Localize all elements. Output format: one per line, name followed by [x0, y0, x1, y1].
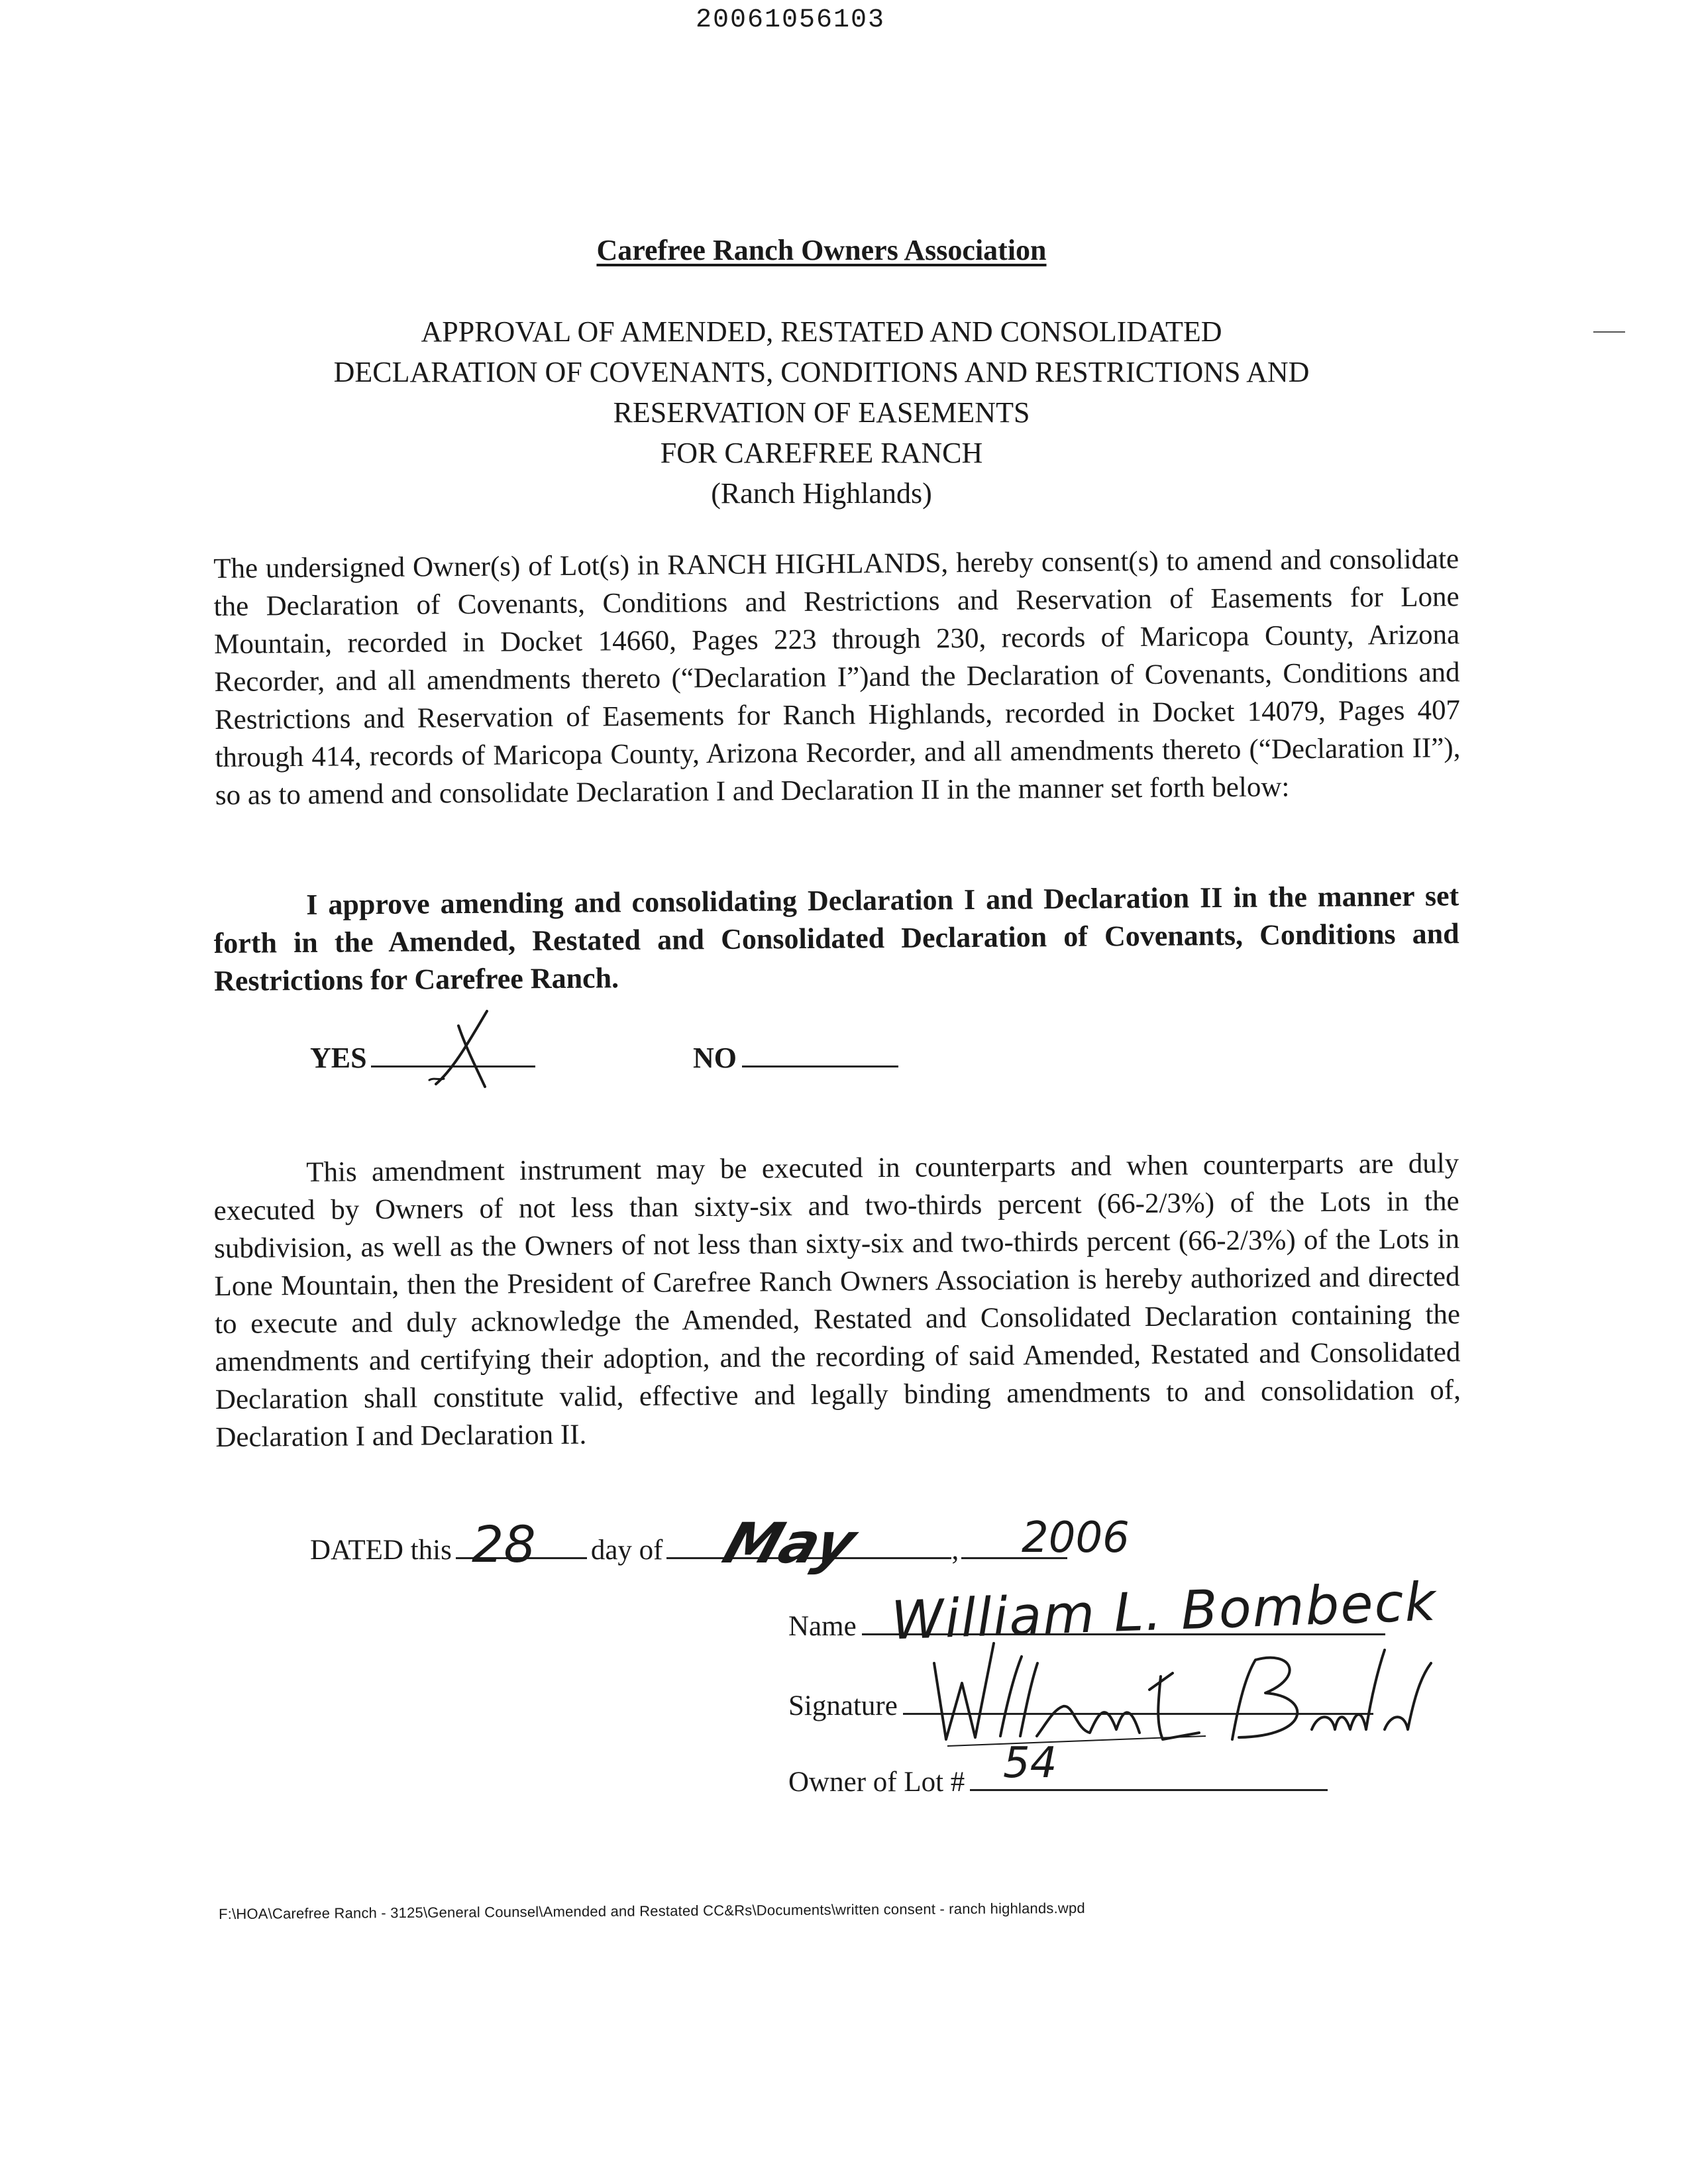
dated-label: DATED this	[310, 1535, 452, 1566]
title-line: FOR CAREFREE RANCH	[660, 437, 983, 469]
approval-statement	[213, 877, 1459, 1000]
no-label: NO	[693, 1042, 737, 1074]
execution-paragraph	[213, 1144, 1461, 1456]
title-line: RESERVATION OF EASEMENTS	[613, 396, 1030, 429]
name-label: Name	[788, 1611, 857, 1642]
lot-label: Owner of Lot #	[788, 1767, 965, 1798]
yes-label: YES	[310, 1042, 367, 1074]
consent-paragraph: The undersigned Owner(s) of Lot(s) in RANCH HIGHLANDS, hereby consent(s) to amend and consolidate the Declaration of Covenants, Conditions and Restrictions and Reservation of Easements for Lone Mountain, recorded in Docket 14660, Pages 223 through 230, records of Maricopa County, Arizona Recorder, and all amendments thereto (“Declaration I”)and the Declaration of Covenants, Conditions and Restrictions and Reservation of Easements for Ranch Highlands, recorded in Docket 14079, Pages 407 through 414, records of Maricopa County, Arizona Recorder, and all amendments thereto (“Declaration II”), so as to amend and consolidate Declaration I and Declaration II in the manner set forth below:	[213, 543, 1461, 811]
handwritten-month: May	[716, 1511, 865, 1576]
title-subtitle: (Ranch Highlands)	[711, 477, 932, 510]
organization-title: Carefree Ranch Owners Association	[596, 234, 1047, 266]
execution-text: This amendment instrument may be executed in counterparts and when counterparts are duly executed by Owners of not less than sixty-six and two-thirds percent (66-2/3%) of the Lots in the subdivision, as well as the Owners of not less than sixty-six and two-thirds percent (66-2/3%) of the Lots in Lone Mountain, then the President of Carefree Ranch Owners Association is hereby authorized and directed to execute and duly acknowledge the Amended, Restated and Consolidated Declaration containing the amendments and certifying their adoption, and the recording of said Amended, Restated and Consolidated Declaration shall constitute valid, effective and legally binding amendments to and consolidation of, Declaration I and Declaration II.	[213, 1148, 1461, 1453]
handwritten-signature	[921, 1597, 1438, 1763]
document-number: 20061056103	[696, 5, 886, 35]
dated-row	[310, 1531, 1067, 1566]
date-comma: ,	[951, 1535, 959, 1566]
vote-no[interactable]	[693, 1039, 898, 1075]
signature-label: Signature	[788, 1690, 898, 1721]
day-of-label: day of	[590, 1535, 663, 1566]
file-path-footer: F:\HOA\Carefree Ranch - 3125\General Counsel\Amended and Restated CC&Rs\Documents\written consent - ranch highlands.wpd	[219, 1899, 1085, 1922]
handwritten-year: 2006	[1022, 1513, 1130, 1562]
handwritten-day: 28	[472, 1515, 536, 1574]
approval-text: I approve amending and consolidating Declaration I and Declaration II in the manner set forth in the Amended, Restated and Consolidated Declaration of Covenants, Conditions and Restrictions for Carefree Ranch.	[213, 879, 1459, 997]
yes-check-mark-icon	[424, 1006, 510, 1092]
title-line: APPROVAL OF AMENDED, RESTATED AND CONSOLIDATED	[421, 315, 1222, 348]
handwritten-name: William L. Bombeck	[890, 1570, 1438, 1652]
title-line: DECLARATION OF COVENANTS, CONDITIONS AND RESTRICTIONS AND	[333, 356, 1310, 388]
document-title	[0, 311, 1643, 514]
handwritten-lot-number: 54	[1003, 1739, 1057, 1788]
no-line[interactable]	[742, 1039, 898, 1067]
lot-row	[788, 1763, 1328, 1798]
